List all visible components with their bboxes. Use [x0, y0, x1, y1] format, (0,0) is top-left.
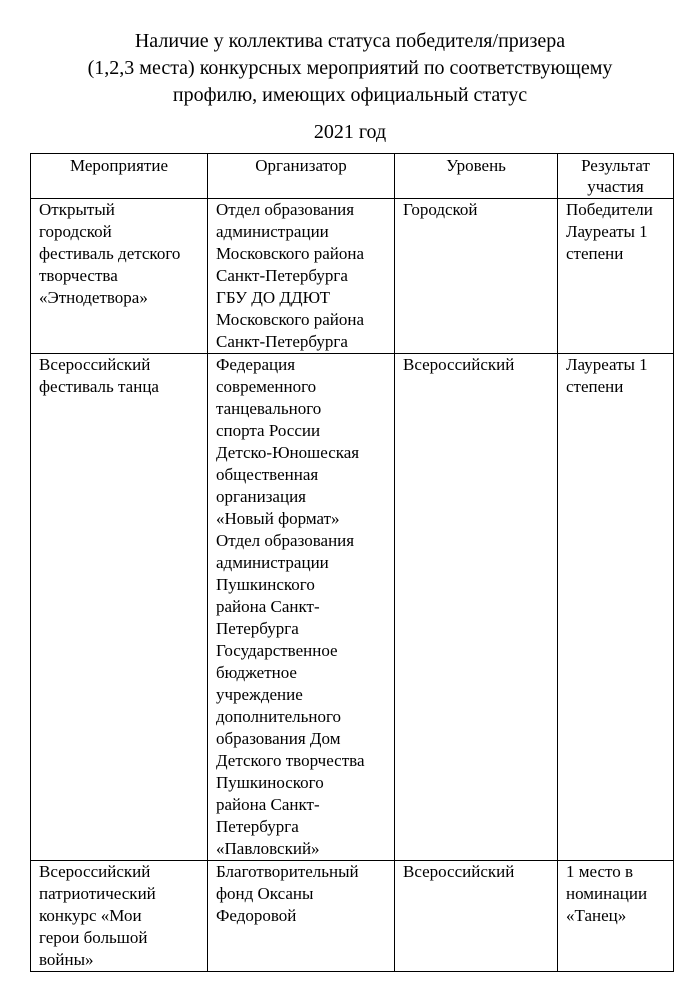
event-cell-line: конкурс «Мои	[39, 906, 142, 925]
table-row	[31, 354, 674, 861]
organizer-cell-line: дополнительного	[216, 707, 342, 726]
result-cell-line: «Танец»	[566, 906, 627, 925]
header-event-text: Мероприятие	[69, 156, 169, 175]
organizer-cell-line: Санкт-Петербурга	[216, 332, 348, 351]
event-cell-line: Всероссийский	[39, 355, 151, 374]
organizer-cell-line: общественная	[216, 465, 319, 484]
organizer-cell	[208, 354, 395, 861]
organizer-cell-line: Федерация	[216, 355, 296, 374]
event-cell-line: войны»	[39, 950, 94, 969]
level-cell	[395, 354, 558, 861]
result-cell-line: Лауреаты 1	[566, 355, 648, 374]
level-cell-line: Городской	[403, 200, 478, 219]
result-cell-line: Лауреаты 1	[566, 222, 648, 241]
table-header-row	[31, 154, 674, 199]
organizer-cell-line: танцевального	[216, 399, 322, 418]
organizer-cell-line: «Павловский»	[216, 839, 320, 858]
result-cell	[558, 354, 674, 861]
organizer-cell-line: Отдел образования	[216, 200, 355, 219]
result-cell-line: Победители	[566, 200, 653, 219]
event-cell	[31, 199, 208, 354]
organizer-cell-line: района Санкт-	[216, 795, 320, 814]
table-row	[31, 199, 674, 354]
event-cell-line: творчества	[39, 266, 118, 285]
result-cell-line: степени	[566, 377, 624, 396]
result-cell-line: 1 место в	[566, 862, 634, 881]
result-cell-line: номинации	[566, 884, 648, 903]
header-event	[31, 154, 208, 199]
organizer-cell-line: ГБУ ДО ДДЮТ	[216, 288, 331, 307]
organizer-cell-line: организация	[216, 487, 306, 506]
event-cell-line: Всероссийский	[39, 862, 151, 881]
header-organizer-text: Организатор	[255, 156, 347, 175]
event-cell-line: патриотический	[39, 884, 156, 903]
result-cell	[558, 199, 674, 354]
level-cell	[395, 199, 558, 354]
heading-line-3: профилю, имеющих официальный статус	[172, 84, 528, 106]
header-level	[395, 154, 558, 199]
awards-table	[30, 153, 674, 972]
event-cell-line: Открытый	[39, 200, 115, 219]
heading-line-2: (1,2,3 места) конкурсных мероприятий по соответствующему	[87, 57, 613, 79]
level-cell-line: Всероссийский	[403, 355, 515, 374]
organizer-cell-line: Отдел образования	[216, 531, 355, 550]
level-cell-line: Всероссийский	[403, 862, 515, 881]
header-organizer	[208, 154, 395, 199]
organizer-cell-line: Пушкинского	[216, 575, 315, 594]
organizer-cell-line: фонд Оксаны	[216, 884, 314, 903]
result-cell-line: степени	[566, 244, 624, 263]
organizer-cell	[208, 199, 395, 354]
organizer-cell-line: «Новый формат»	[216, 509, 340, 528]
heading-line-1: Наличие у коллектива статуса победителя/призера	[134, 30, 566, 52]
document-heading	[0, 28, 700, 109]
organizer-cell-line: спорта России	[216, 421, 321, 440]
organizer-cell-line: Санкт-Петербурга	[216, 266, 348, 285]
event-cell	[31, 354, 208, 861]
organizer-cell-line: образования Дом	[216, 729, 341, 748]
event-cell-line: герои большой	[39, 928, 148, 947]
organizer-cell-line: Петербурга	[216, 817, 299, 836]
table-body	[31, 199, 674, 972]
event-cell-line: фестиваль танца	[39, 377, 159, 396]
organizer-cell-line: Федоровой	[216, 906, 297, 925]
organizer-cell-line: Детско-Юношеская	[216, 443, 360, 462]
organizer-cell-line: Петербурга	[216, 619, 299, 638]
header-level-text: Уровень	[446, 156, 506, 175]
event-cell-line: «Этнодетвора»	[39, 288, 148, 307]
organizer-cell-line: Пушкиноского	[216, 773, 324, 792]
event-cell-line: городской	[39, 222, 112, 241]
table-row	[31, 861, 674, 972]
organizer-cell-line: Благотворительный	[216, 862, 359, 881]
organizer-cell	[208, 861, 395, 972]
organizer-cell-line: администрации	[216, 553, 329, 572]
organizer-cell-line: Московского района	[216, 244, 365, 263]
organizer-cell-line: района Санкт-	[216, 597, 320, 616]
organizer-cell-line: администрации	[216, 222, 329, 241]
header-result-text-2: участия	[587, 177, 644, 196]
level-cell	[395, 861, 558, 972]
header-result	[558, 154, 674, 199]
event-cell-line: фестиваль детского	[39, 244, 181, 263]
year-label: 2021 год	[313, 121, 387, 143]
organizer-cell-line: современного	[216, 377, 317, 396]
organizer-cell-line: Московского района	[216, 310, 365, 329]
organizer-cell-line: бюджетное	[216, 663, 297, 682]
header-result-text-1: Результат	[581, 156, 650, 175]
event-cell	[31, 861, 208, 972]
result-cell	[558, 861, 674, 972]
organizer-cell-line: Государственное	[216, 641, 338, 660]
organizer-cell-line: Детского творчества	[216, 751, 365, 770]
organizer-cell-line: учреждение	[216, 685, 303, 704]
